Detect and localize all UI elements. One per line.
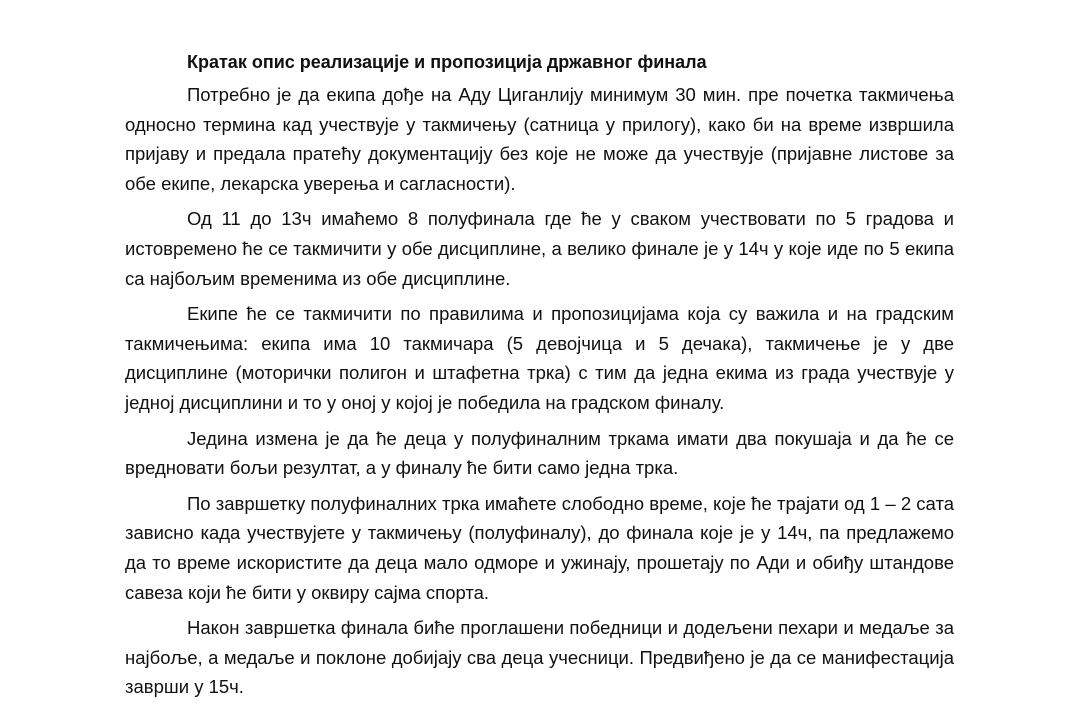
document-body bbox=[125, 51, 954, 708]
paragraph-free-time: По завршетку полуфиналних трка имаћете слободно време, које ће трајати од 1 – 2 сата зависно када учествујете у такмичењу (полуфиналу), до финала које је у 14ч, па предлажемо да то време искористите да деца мало одморе и ужинају, прошетају по Ади и обиђу штандове савеза који ће бити у оквиру сајма спорта. bbox=[125, 492, 954, 603]
paragraph-schedule: Од 11 до 13ч имаћемо 8 полуфинала где ће у сваком учествовати по 5 градова и истовремено ће се такмичити у обе дисциплине, а велико финале је у 14ч у које иде по 5 екипа са најбољим временима из обе дисциплине. bbox=[125, 208, 954, 289]
paragraph-change: Једина измена је да ће деца у полуфиналним тркама имати два покушаја и да ће се вредновати бољи резултат, а у финалу ће бити само једна трка. bbox=[125, 427, 954, 479]
paragraph-awards: Након завршетка финала биће проглашени победници и додељени пехари и медаље за најбоље, а медаље и поклоне добијају сва деца учесници. Предвиђено је да се манифестација заврши у 15ч. bbox=[125, 617, 954, 698]
paragraph-arrival: Потребно је да екипа дође на Аду Циганлију минимум 30 мин. пре почетка такмичења односно термина кад учествује у такмичењу (сатница у прилогу), како би на време извршила пријаву и предала пратећу документацију без које не може да учествује (пријавне листове за обе екипе, лекарска уверења и сагласности). bbox=[125, 84, 954, 194]
paragraph-rules: Екипе ће се такмичити по правилима и пропозицијама која су важила и на градским такмичењима: екипа има 10 такмичара (5 девојчица и 5 дечака), такмичење је у две дисциплине (моторички полигон и штафетна трка) с тим да једна екима из града учествује у једној дисциплини и то у оној у којој је победила на градском финалу. bbox=[125, 303, 954, 413]
document-title: Кратак опис реализације и пропозиција државног финала bbox=[187, 52, 707, 72]
